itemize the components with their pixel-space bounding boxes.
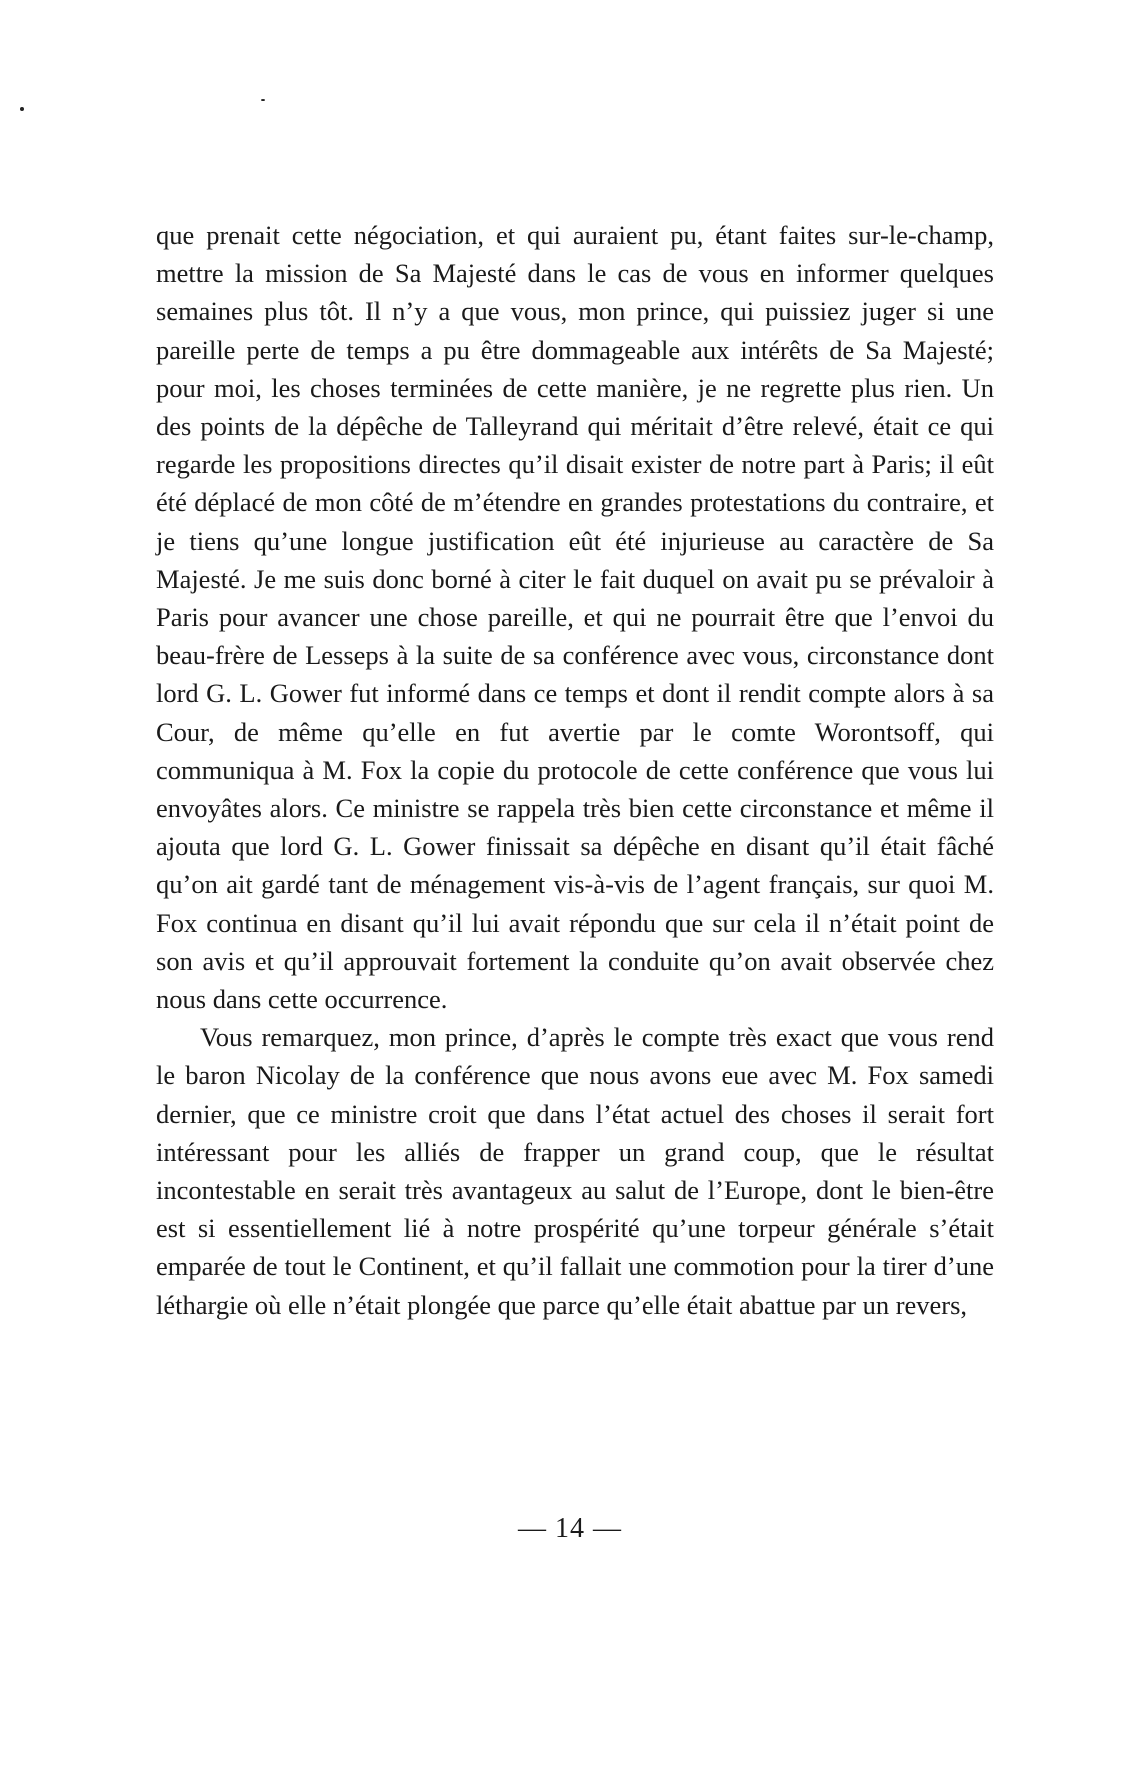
body-text — [156, 216, 994, 1324]
scan-speck — [20, 107, 24, 111]
page-number: — 14 — — [518, 1513, 622, 1544]
paragraph-1: que prenait cette négociation, et qui auraient pu, étant faites sur-le-champ, mettre la mission de Sa Majesté dans le cas de vous en informer quelques semaines plus tôt. Il n’y a que vous, mon prince, qui puissiez juger si une pareille perte de temps a pu être dommageable aux intérêts de Sa Majesté; pour moi, les choses terminées de cette manière, je ne regrette plus rien. Un des points de la dépêche de Talleyrand qui méritait d’être relevé, était ce qui regarde les propositions directes qu’il disait exister de notre part à Paris; il eût été déplacé de mon côté de m’étendre en grandes protestations du contraire, et je tiens qu’une longue justification eût été injurieuse au caractère de Sa Majesté. Je me suis donc borné à citer le fait duquel on avait pu se prévaloir à Paris pour avancer une chose pareille, et qui ne pourrait être que l’envoi du beau-frère de Lesseps à la suite de sa conférence avec vous, circonstance dont lord G. L. Gower fut informé dans ce temps et dont il rendit compte alors à sa Cour, de même qu’elle en fut avertie par le comte Worontsoff, qui communiqua à M. Fox la copie du protocole de cette conférence que vous lui envoyâtes alors. Ce ministre se rappela très bien cette circonstance et même il ajouta que lord G. L. Gower finissait sa dépêche en disant qu’il était fâché qu’on ait gardé tant de ménagement vis-à-vis de l’agent français, sur quoi M. Fox continua en disant qu’il lui avait répondu que sur cela il n’était point de son avis et qu’il approuvait fortement la conduite qu’on avait observée chez nous dans cette occurrence. — [156, 220, 994, 1015]
scan-speck — [261, 99, 265, 101]
paragraph-2: Vous remarquez, mon prince, d’après le compte très exact que vous rend le baron Nicolay de la conférence que nous avons eue avec M. Fox samedi dernier, que ce ministre croit que dans l’état actuel des choses il serait fort intéressant pour les alliés de frapper un grand coup, que le résultat incontestable en serait très avantageux au salut de l’Europe, dont le bien-être est si essentiellement lié à notre prospérité qu’une torpeur générale s’était emparée de tout le Continent, et qu’il fallait une commotion pour la tirer d’une léthargie où elle n’était plongée que parce qu’elle était abattue par un revers, — [156, 1022, 994, 1320]
